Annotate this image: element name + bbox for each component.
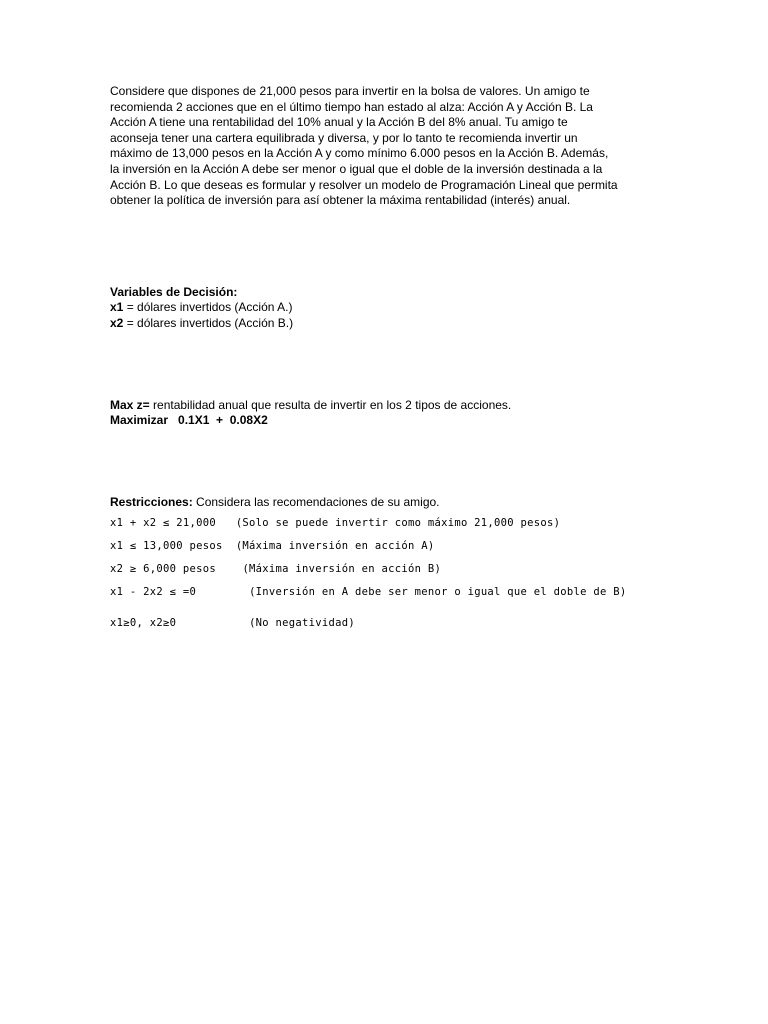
intro-line: aconseja tener una cartera equilibrada y diversa, y por lo tanto te recomienda invertir un [110, 130, 578, 145]
intro-line: Acción A tiene una rentabilidad del 10% anual y la Acción B del 8% anual. Tu amigo te [110, 115, 568, 130]
intro-line: recomienda 2 acciones que en el último tiempo han estado al alza: Acción A y Acción B. La [110, 99, 593, 114]
constraint-expression: x1≥0, x2≥0 [110, 617, 250, 630]
variable-x1-text: = dólares invertidos (Acción A.) [123, 300, 293, 315]
intro-line: Acción B. Lo que deseas es formular y resolver un modelo de Programación Lineal que permita [110, 177, 618, 192]
constraint-note: (Máxima inversión en acción B) [242, 563, 442, 576]
problem-statement [110, 84, 710, 209]
objective-definition [110, 398, 710, 414]
decision-variables-section [110, 285, 710, 332]
intro-line: Considere que dispones de 21,000 pesos para invertir en la bolsa de valores. Un amigo te [110, 84, 590, 98]
constraint-note: (Inversión en A debe ser menor o igual que el doble de B) [249, 586, 627, 599]
variable-x2-label: x2 [110, 315, 124, 330]
constraint-row [110, 539, 710, 562]
variable-x1-label: x1 [110, 300, 124, 315]
constraint-expression: x2 ≥ 6,000 pesos [110, 563, 243, 576]
constraint-row [110, 616, 710, 639]
constraint-row [110, 516, 710, 539]
variable-x2-text: = dólares invertidos (Acción B.) [123, 315, 294, 330]
constraint-note: (Solo se puede invertir como máximo 21,000 pesos) [235, 517, 561, 530]
constraint-note: (No negatividad) [249, 617, 356, 630]
intro-line: la inversión en la Acción A debe ser menor o igual que el doble de la inversión destinada a la [110, 161, 603, 176]
constraint-note: (Máxima inversión en acción A) [235, 540, 435, 553]
variable-x2 [110, 316, 710, 332]
document-page [110, 84, 710, 639]
constraints-list [110, 516, 710, 639]
objective-function: Maximizar 0.1X1 + 0.08X2 [110, 413, 268, 428]
intro-line: obtener la política de inversión para así obtener la máxima rentabilidad (interés) anual. [110, 193, 571, 208]
objective-section [110, 398, 710, 429]
decision-variables-heading: Variables de Decisión: [110, 284, 238, 299]
objective-text: rentabilidad anual que resulta de invertir en los 2 tipos de acciones. [149, 397, 512, 412]
constraints-heading-line [110, 495, 710, 511]
constraint-row [110, 585, 710, 608]
objective-label: Max z= [110, 397, 150, 412]
variable-x1 [110, 300, 710, 316]
constraints-heading: Restricciones: [110, 494, 193, 509]
constraint-expression: x1 - 2x2 ≤ =0 [110, 586, 250, 599]
constraint-row [110, 562, 710, 585]
intro-line: máximo de 13,000 pesos en la Acción A y como mínimo 6.000 pesos en la Acción B. Además, [110, 146, 609, 161]
constraints-intro: Considera las recomendaciones de su amigo. [192, 494, 440, 509]
constraint-expression: x1 + x2 ≤ 21,000 [110, 517, 236, 530]
constraint-expression: x1 ≤ 13,000 pesos [110, 540, 236, 553]
